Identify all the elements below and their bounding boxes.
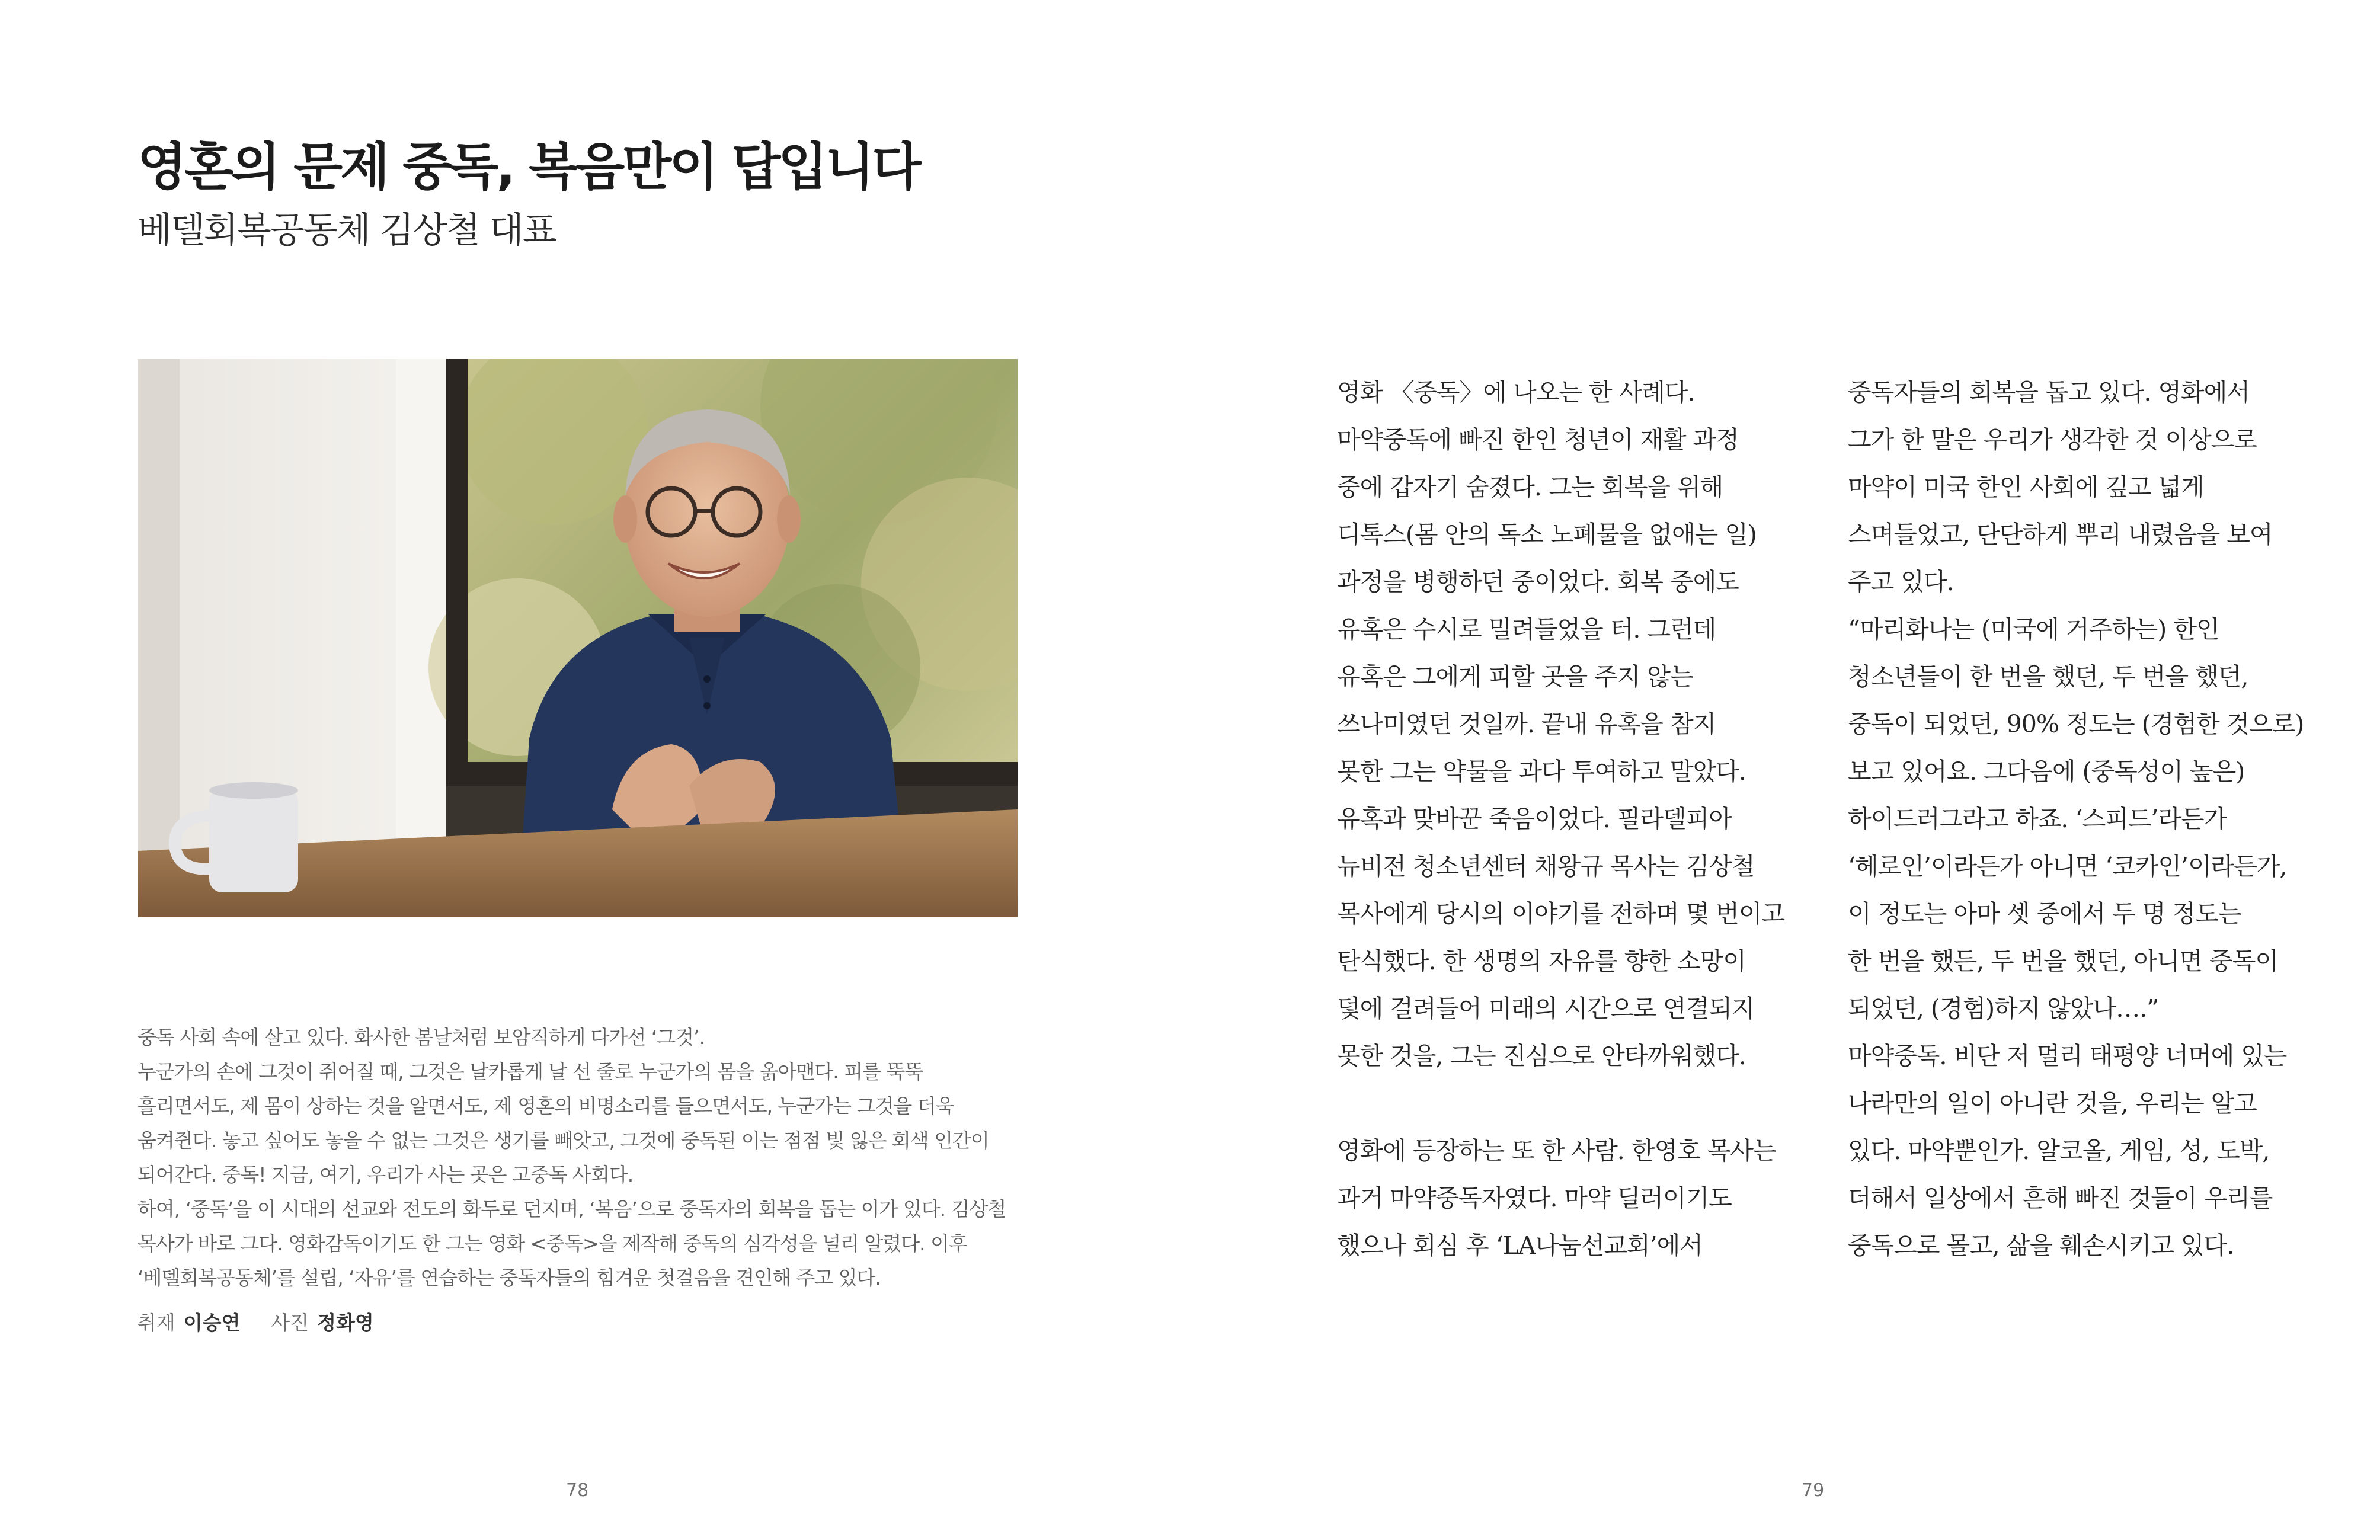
intro-line: 누군가의 손에 그것이 쥐어질 때, 그것은 날카롭게 날 선 줄로 누군가의 몸을 옭아맨다. 피를 뚝뚝 [137, 1060, 923, 1083]
portrait-illustration [138, 359, 1018, 917]
body-line: 중독이 되었던, 90% 정도는 (경험한 것으로) [1848, 710, 2304, 738]
body-line: 했으나 회심 후 ‘LA나눔선교회’에서 [1337, 1231, 1703, 1260]
body-line: 그가 한 말은 우리가 생각한 것 이상으로 [1848, 425, 2257, 454]
body-line: 과거 마약중독자였다. 마약 딜러이기도 [1337, 1184, 1732, 1212]
reporter-role: 취재 [137, 1311, 175, 1334]
photographer-name: 정화영 [317, 1311, 374, 1334]
body-line: 못한 것을, 그는 진심으로 안타까워했다. [1337, 1042, 1746, 1070]
body-line: 과정을 병행하던 중이었다. 회복 중에도 [1337, 568, 1739, 596]
body-line: 하이드러그라고 하죠. ‘스피드’라든가 [1848, 805, 2227, 833]
credits-line [137, 1308, 405, 1338]
body-column-1 [1337, 369, 1823, 1269]
article-subtitle: 베델회복공동체 김상철 대표 [137, 210, 556, 251]
body-line: 영화에 등장하는 또 한 사람. 한영호 목사는 [1337, 1136, 1776, 1165]
body-line: 마약중독. 비단 저 멀리 태평양 너머에 있는 [1848, 1042, 2287, 1070]
intro-paragraph [137, 1020, 1015, 1295]
intro-line: ‘베델회복공동체’를 설립, ‘자유’를 연습하는 중독자들의 힘겨운 첫걸음을 견인해 주고 있다. [137, 1266, 881, 1289]
body-line: 더해서 일상에서 흔해 빠진 것들이 우리를 [1848, 1184, 2273, 1212]
page-number-left: 78 [566, 1480, 589, 1501]
body-line: 한 번을 했든, 두 번을 했던, 아니면 중독이 [1848, 947, 2278, 975]
body-line: 쓰나미였던 것일까. 끝내 유혹을 참지 [1337, 710, 1716, 738]
body-line: 영화 〈중독〉에 나오는 한 사례다. [1337, 378, 1695, 406]
body-line: 중독자들의 회복을 돕고 있다. 영화에서 [1848, 378, 2250, 406]
intro-line: 되어간다. 중독! 지금, 여기, 우리가 사는 곳은 고중독 사회다. [137, 1163, 634, 1186]
intro-line: 흘리면서도, 제 몸이 상하는 것을 알면서도, 제 영혼의 비명소리를 들으면서도, 누군가는 그것을 더욱 [137, 1094, 954, 1118]
body-line: 덫에 걸려들어 미래의 시간으로 연결되지 [1337, 994, 1755, 1023]
paragraph-break [1337, 1080, 1823, 1127]
body-line: 탄식했다. 한 생명의 자유를 향한 소망이 [1337, 947, 1746, 975]
body-line: 청소년들이 한 번을 했던, 두 번을 했던, [1848, 662, 2248, 691]
photographer-role: 사진 [271, 1311, 309, 1334]
body-line: 목사에게 당시의 이야기를 전하며 몇 번이고 [1337, 899, 1785, 928]
body-line: 마약중독에 빠진 한인 청년이 재활 과정 [1337, 425, 1739, 454]
body-line: 있다. 마약뿐인가. 알코올, 게임, 성, 도박, [1848, 1136, 2270, 1165]
body-line: 스며들었고, 단단하게 뿌리 내렸음을 보여 [1848, 520, 2273, 549]
body-line: 중독으로 몰고, 삶을 훼손시키고 있다. [1848, 1231, 2234, 1260]
body-line: 보고 있어요. 그다음에 (중독성이 높은) [1848, 757, 2245, 786]
interview-photo [138, 359, 1018, 917]
body-line: ‘헤로인’이라든가 아니면 ‘코카인’이라든가, [1848, 852, 2287, 881]
intro-line: 움켜쥔다. 놓고 싶어도 놓을 수 없는 그것은 생기를 빼앗고, 그것에 중독된 이는 점점 빛 잃은 회색 인간이 [137, 1129, 989, 1152]
body-line: 유혹과 맞바꾼 죽음이었다. 필라델피아 [1337, 805, 1732, 833]
body-line: 이 정도는 아마 셋 중에서 두 명 정도는 [1848, 899, 2241, 928]
body-line: 뉴비전 청소년센터 채왕규 목사는 김상철 [1337, 852, 1755, 881]
body-line: 유혹은 그에게 피할 곳을 주지 않는 [1337, 662, 1693, 691]
intro-line: 하여, ‘중독’을 이 시대의 선교와 전도의 화두로 던지며, ‘복음’으로 중독자의 회복을 돕는 이가 있다. 김상철 [137, 1198, 1006, 1221]
page-number-right: 79 [1802, 1480, 1825, 1501]
body-line: 못한 그는 약물을 과다 투여하고 말았다. [1337, 757, 1746, 786]
body-line: 주고 있다. [1848, 568, 1954, 596]
body-line: 디톡스(몸 안의 독소 노폐물을 없애는 일) [1337, 520, 1757, 549]
body-line: 마약이 미국 한인 사회에 깊고 넓게 [1848, 473, 2204, 501]
intro-line: 목사가 바로 그다. 영화감독이기도 한 그는 영화 <중독>을 제작해 중독의 심각성을 널리 알렸다. 이후 [137, 1232, 967, 1255]
body-line: “마리화나는 (미국에 거주하는) 한인 [1848, 615, 2219, 643]
intro-line: 중독 사회 속에 살고 있다. 화사한 봄날처럼 보암직하게 다가선 ‘그것’. [137, 1026, 705, 1049]
reporter-name: 이승연 [183, 1311, 241, 1334]
body-line: 나라만의 일이 아니란 것을, 우리는 알고 [1848, 1089, 2257, 1118]
body-line: 중에 갑자기 숨졌다. 그는 회복을 위해 [1337, 473, 1723, 501]
body-line: 되었던, (경험)하지 않았나….” [1848, 994, 2159, 1023]
article-title: 영혼의 문제 중독, 복음만이 답입니다 [137, 137, 919, 197]
body-line: 유혹은 수시로 밀려들었을 터. 그런데 [1337, 615, 1716, 643]
body-column-2 [1848, 369, 2334, 1269]
